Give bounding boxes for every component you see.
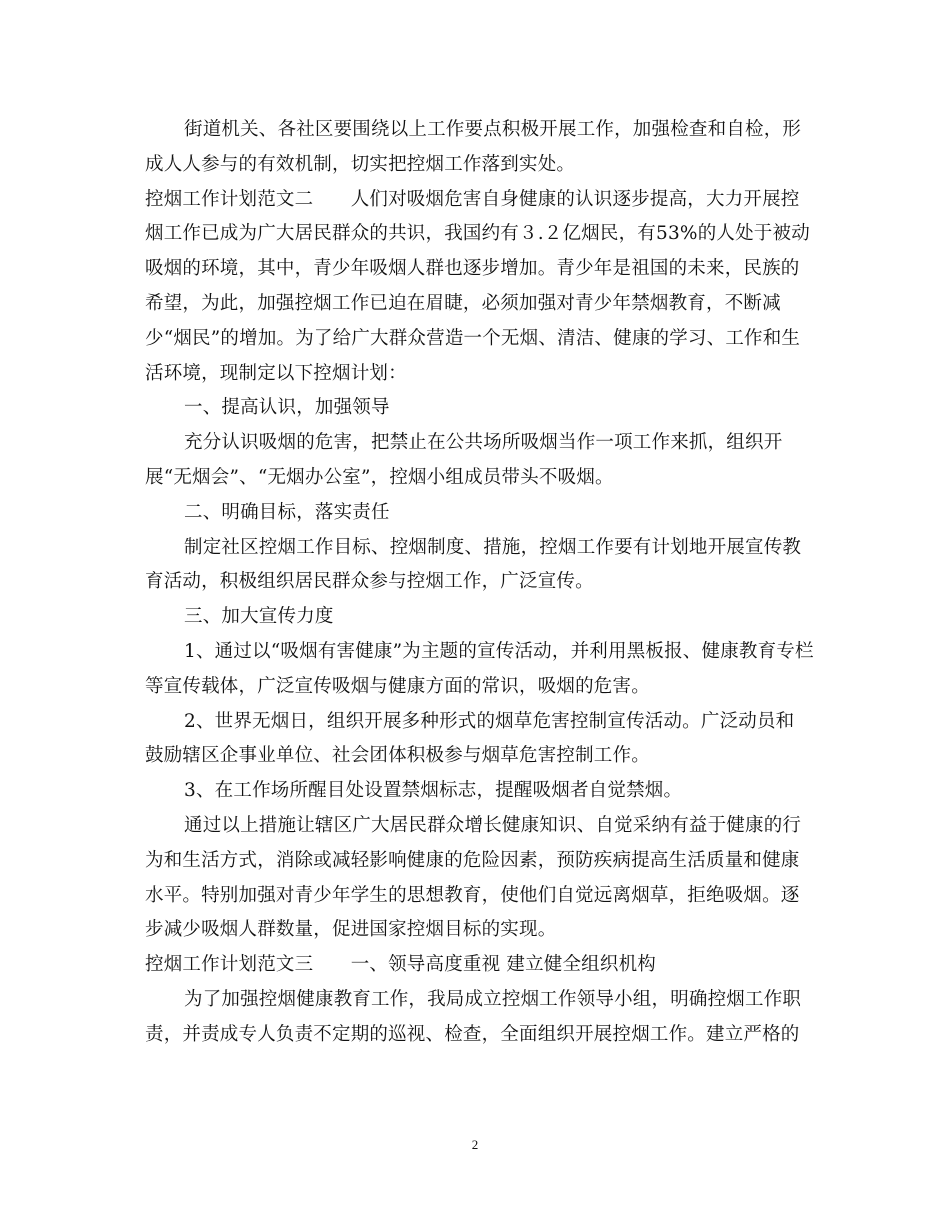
text-line: 3、在工作场所醒目处设置禁烟标志，提醒吸烟者自觉禁烟。 [184,780,683,802]
text-line: 活环境，现制定以下控烟计划： [145,362,407,384]
text-line: 充分认识吸烟的危害，把禁止在公共场所吸烟当作一项工作来抓，组织开 [184,432,783,454]
text-line: 为和生活方式，消除或减轻影响健康的危险因素，预防疾病提高生活质量和健康 [145,849,800,871]
text-line: 少“烟民”的增加。为了给广大群众营造一个无烟、清洁、健康的学习、工作和生 [145,327,801,349]
text-line: 育活动，积极组织居民群众参与控烟工作，广泛宣传。 [145,571,594,593]
text-line: 责，并责成专人负责不定期的巡视、检查，全面组织开展控烟工作。建立严格的 [145,1023,800,1045]
text-line: 制定社区控烟工作目标、控烟制度、措施，控烟工作要有计划地开展宣传教 [184,536,802,558]
page-number: 2 [471,1137,479,1152]
text-line: 通过以上措施让辖区广大居民群众增长健康知识、自觉采纳有益于健康的行 [184,814,802,836]
text-line: 烟工作已成为广大居民群众的共识，我国约有３.２亿烟民，有53%的人处于被动 [145,223,810,245]
text-line: 吸烟的环境，其中，青少年吸烟人群也逐步增加。青少年是祖国的未来，民族的 [145,258,800,280]
text-line: 三、加大宣传力度 [184,606,334,628]
text-line: 步减少吸烟人群数量，促进国家控烟目标的实现。 [145,919,557,941]
text-line: 控烟工作计划范文二 人们对吸烟危害自身健康的认识逐步提高，大力开展控 [145,188,800,210]
text-line: 等宣传载体，广泛宣传吸烟与健康方面的常识，吸烟的危害。 [145,675,650,697]
text-line: 2、世界无烟日，组织开展多种形式的烟草危害控制宣传活动。广泛动员和 [184,710,795,732]
text-line: 鼓励辖区企事业单位、社会团体积极参与烟草危害控制工作。 [145,745,650,767]
text-line: 二、明确目标，落实责任 [184,501,390,523]
document-body [145,113,813,1053]
text-line: 一、提高认识，加强领导 [184,397,390,419]
text-line: 水平。特别加强对青少年学生的思想教育，使他们自觉远离烟草，拒绝吸烟。逐 [145,884,800,906]
text-line: 成人人参与的有效机制，切实把控烟工作落到实处。 [145,153,576,175]
text-line: 为了加强控烟健康教育工作，我局成立控烟工作领导小组，明确控烟工作职 [184,988,802,1010]
text-line: 展“无烟会”、“无烟办公室”，控烟小组成员带头不吸烟。 [145,466,614,488]
text-line: 1、通过以“吸烟有害健康”为主题的宣传活动，并利用黑板报、健康教育专栏 [184,640,814,662]
text-line: 街道机关、各社区要围绕以上工作要点积极开展工作，加强检查和自检，形 [184,119,802,140]
text-line: 控烟工作计划范文三 一、领导高度重视 建立健全组织机构 [145,954,656,976]
text-line: 希望，为此，加强控烟工作已迫在眉睫，必须加强对青少年禁烟教育，不断减 [145,292,781,314]
